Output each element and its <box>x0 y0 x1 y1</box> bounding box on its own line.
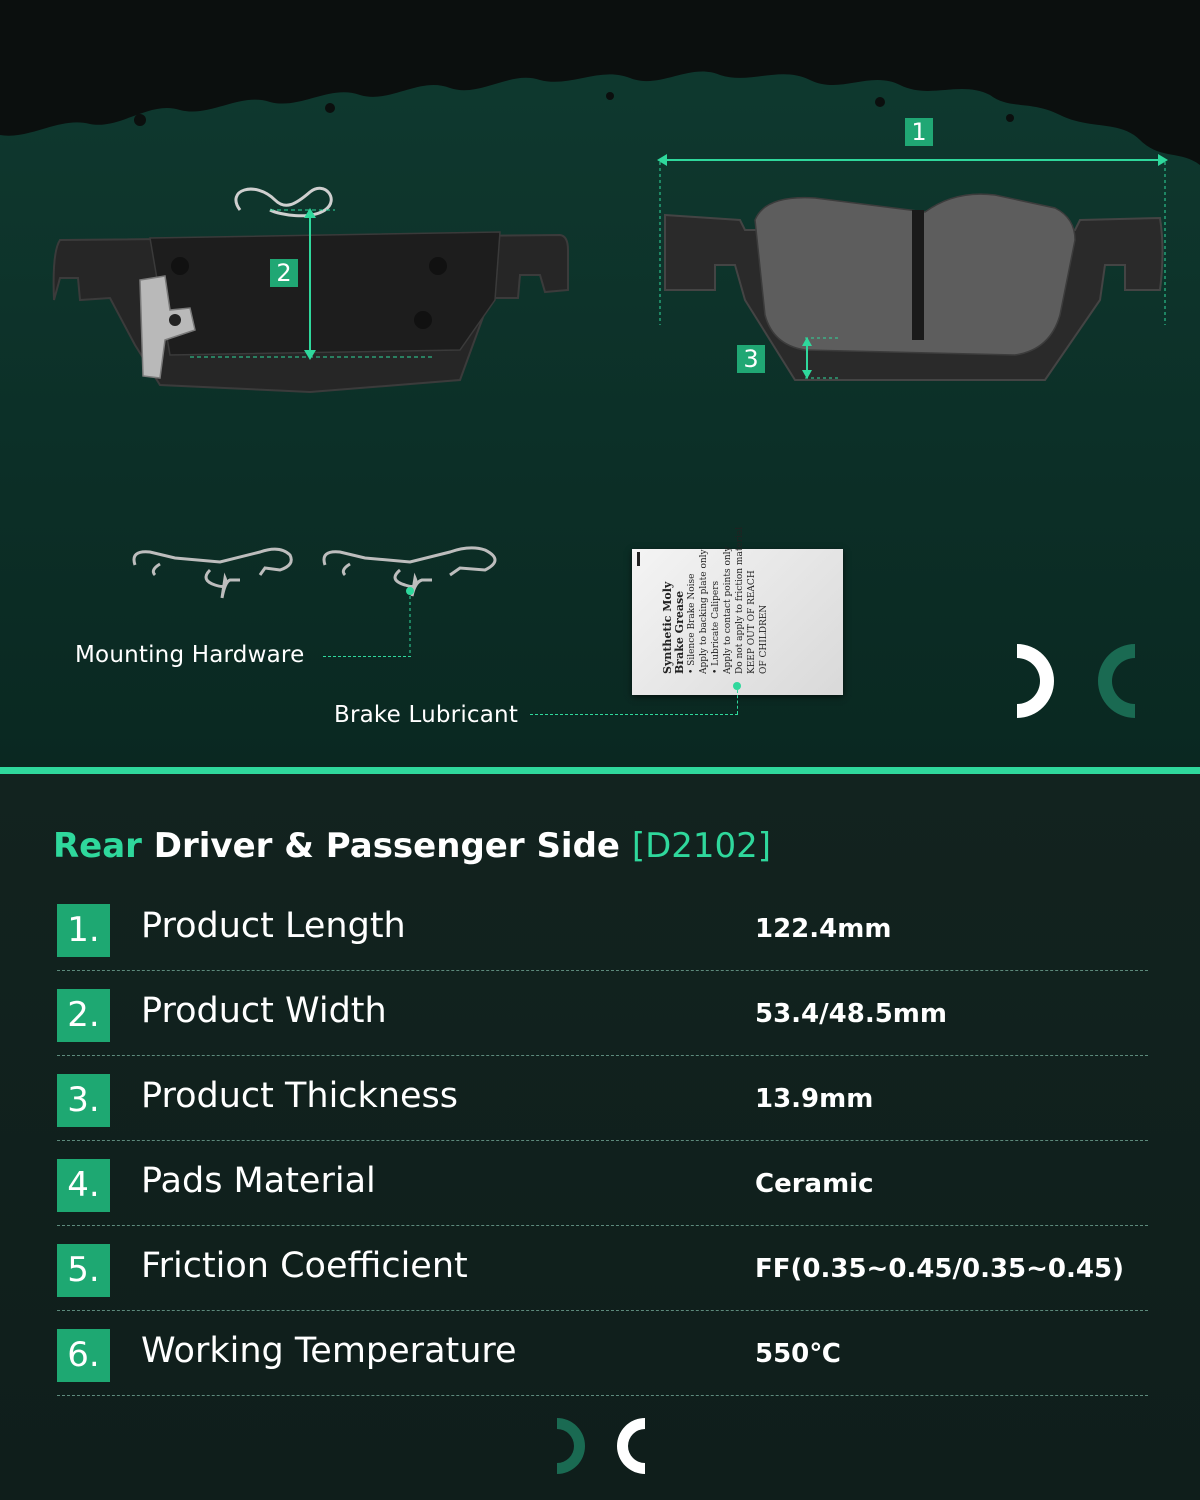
spec-row-material <box>57 1159 1148 1239</box>
spec-index-badge: 3. <box>57 1074 110 1127</box>
dimension-badge-2: 2 <box>270 259 298 287</box>
packet-line: Do not apply to friction material <box>735 526 745 674</box>
spec-row-temperature <box>57 1329 1148 1409</box>
spec-row-friction <box>57 1244 1148 1324</box>
spec-name: Pads Material <box>141 1161 376 1201</box>
spec-rule <box>57 970 1148 971</box>
spec-rule <box>57 1140 1148 1141</box>
grunge-edge <box>0 0 1200 170</box>
spec-name: Friction Coefficient <box>141 1246 468 1286</box>
dimension-badge-1: 1 <box>905 118 933 146</box>
spec-value: Ceramic <box>755 1169 874 1199</box>
spec-value: 53.4/48.5mm <box>755 999 947 1029</box>
packet-line: KEEP OUT OF REACH <box>747 570 757 674</box>
spec-index-badge: 5. <box>57 1244 110 1297</box>
heading-part-code: [D2102] <box>631 826 772 866</box>
spec-name: Product Thickness <box>141 1076 458 1116</box>
packet-label <box>661 514 769 674</box>
spec-index-badge: 2. <box>57 989 110 1042</box>
packet-notch <box>637 552 640 566</box>
spec-rule <box>57 1395 1148 1396</box>
brake-lubricant-dot <box>733 682 741 690</box>
brake-lubricant-leader-v <box>737 690 738 714</box>
spec-heading <box>53 826 771 866</box>
spec-index-badge: 1. <box>57 904 110 957</box>
packet-line: OF CHILDREN <box>759 604 769 674</box>
spec-value: 13.9mm <box>755 1084 874 1114</box>
spec-row-length <box>57 904 1148 984</box>
brake-pad-front-view <box>655 150 1175 390</box>
heading-position: Rear <box>53 826 142 866</box>
heading-sides: Driver & Passenger Side <box>141 826 632 866</box>
dimension-badge-3: 3 <box>737 345 765 373</box>
spec-value: 550℃ <box>755 1339 841 1369</box>
spec-value: FF(0.35~0.45/0.35~0.45) <box>755 1254 1124 1284</box>
spec-row-width <box>57 989 1148 1069</box>
packet-line: Apply to backing plate only <box>699 549 709 674</box>
spec-rule <box>57 1310 1148 1311</box>
section-divider <box>0 767 1200 774</box>
packet-line: • Lubricate Calipers <box>711 580 721 674</box>
spec-rule <box>57 1225 1148 1226</box>
mounting-hardware-label: Mounting Hardware <box>75 642 305 668</box>
spec-name: Product Length <box>141 906 406 946</box>
packet-line: Synthetic Moly <box>661 581 674 674</box>
brake-lubricant-label: Brake Lubricant <box>334 702 519 728</box>
spec-value: 122.4mm <box>755 914 892 944</box>
spec-index-badge: 6. <box>57 1329 110 1382</box>
spec-name: Product Width <box>141 991 387 1031</box>
mounting-hardware-leader <box>323 656 411 657</box>
brake-lubricant-packet <box>632 526 843 695</box>
spec-name: Working Temperature <box>141 1331 517 1371</box>
packet-line: Brake Grease <box>673 590 686 674</box>
spec-rule <box>57 1055 1148 1056</box>
brake-pad-back-view <box>40 180 580 410</box>
spec-row-thickness <box>57 1074 1148 1154</box>
packet-line: • Silence Brake Noise <box>687 573 697 674</box>
brand-logo-icon <box>1015 642 1137 720</box>
spec-index-badge: 4. <box>57 1159 110 1212</box>
brand-logo-icon <box>555 1416 647 1476</box>
brake-lubricant-leader-h <box>530 714 738 715</box>
packet-line: Apply to contact points only <box>723 546 733 674</box>
